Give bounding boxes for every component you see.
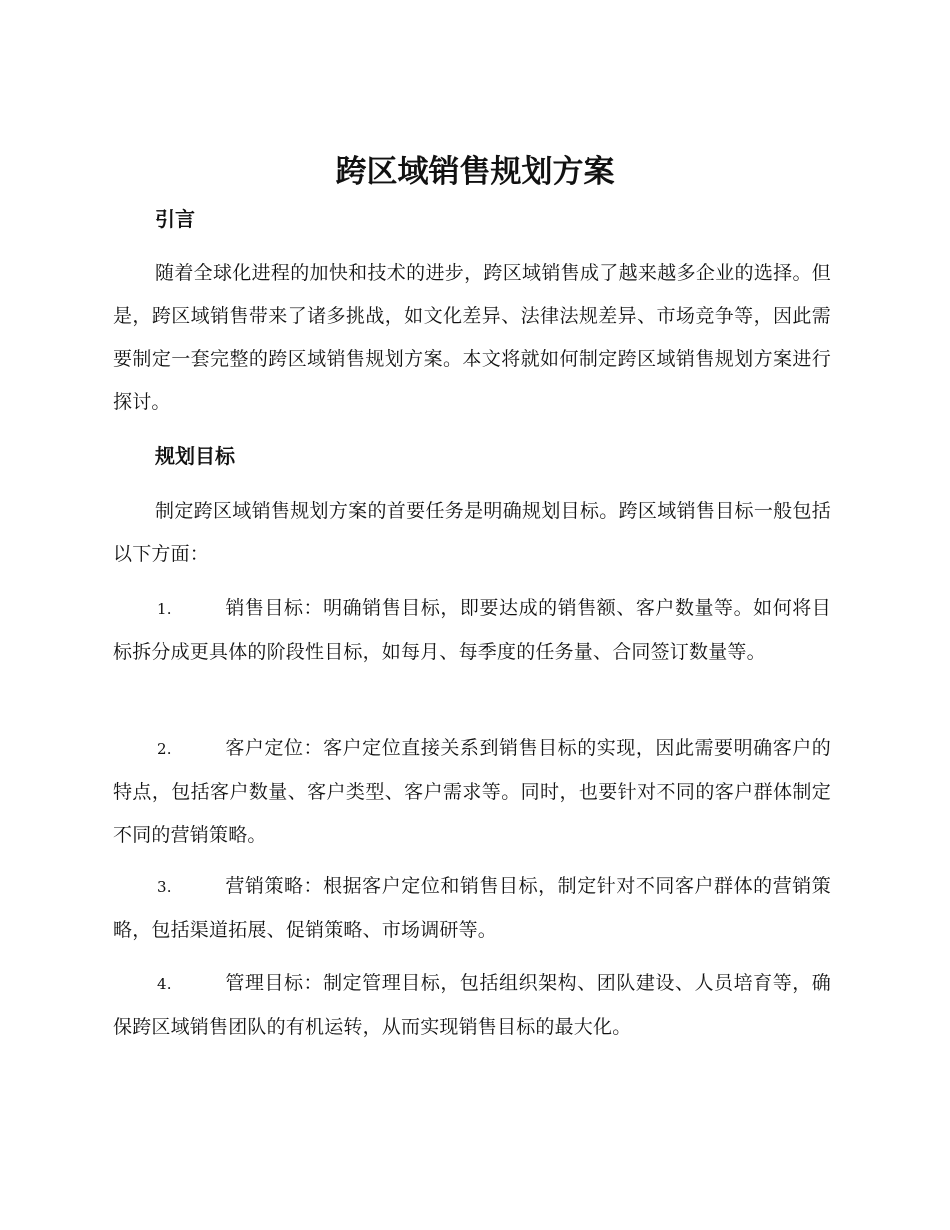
list-item xyxy=(113,587,831,674)
list-item-text: 客户定位：客户定位直接关系到销售目标的实现，因此需要明确客户的特点，包括客户数量、客户类型、客户需求等。同时，也要针对不同的客户群体制定不同的营销策略。 xyxy=(113,737,831,846)
goals-paragraph: 制定跨区域销售规划方案的首要任务是明确规划目标。跨区域销售目标一般包括以下方面： xyxy=(113,500,831,565)
list-item-number: 2. xyxy=(157,740,172,758)
list-item-number: 1. xyxy=(157,600,172,618)
list-item-number: 3. xyxy=(157,878,172,896)
document-title: 跨区域销售规划方案 xyxy=(335,154,615,190)
list-item-text: 管理目标：制定管理目标，包括组织架构、团队建设、人员培育等，确保跨区域销售团队的有机运转，从而实现销售目标的最大化。 xyxy=(113,972,831,1038)
list-item-number: 4. xyxy=(157,975,172,993)
list-item xyxy=(113,962,831,1049)
list-item xyxy=(113,865,831,952)
section-heading-goals: 规划目标 xyxy=(155,444,235,468)
list-item xyxy=(113,727,831,857)
list-item-text: 销售目标：明确销售目标，即要达成的销售额、客户数量等。如何将目标拆分成更具体的阶段性目标，如每月、每季度的任务量、合同签订数量等。 xyxy=(113,597,831,663)
section-heading-intro: 引言 xyxy=(155,207,195,231)
list-item-text: 营销策略：根据客户定位和销售目标，制定针对不同客户群体的营销策略，包括渠道拓展、促销策略、市场调研等。 xyxy=(113,875,831,941)
intro-paragraph: 随着全球化进程的加快和技术的进步，跨区域销售成了越来越多企业的选择。但是，跨区域销售带来了诸多挑战，如文化差异、法律法规差异、市场竞争等，因此需要制定一套完整的跨区域销售规划方案。本文将就如何制定跨区域销售规划方案进行探讨。 xyxy=(113,262,831,413)
